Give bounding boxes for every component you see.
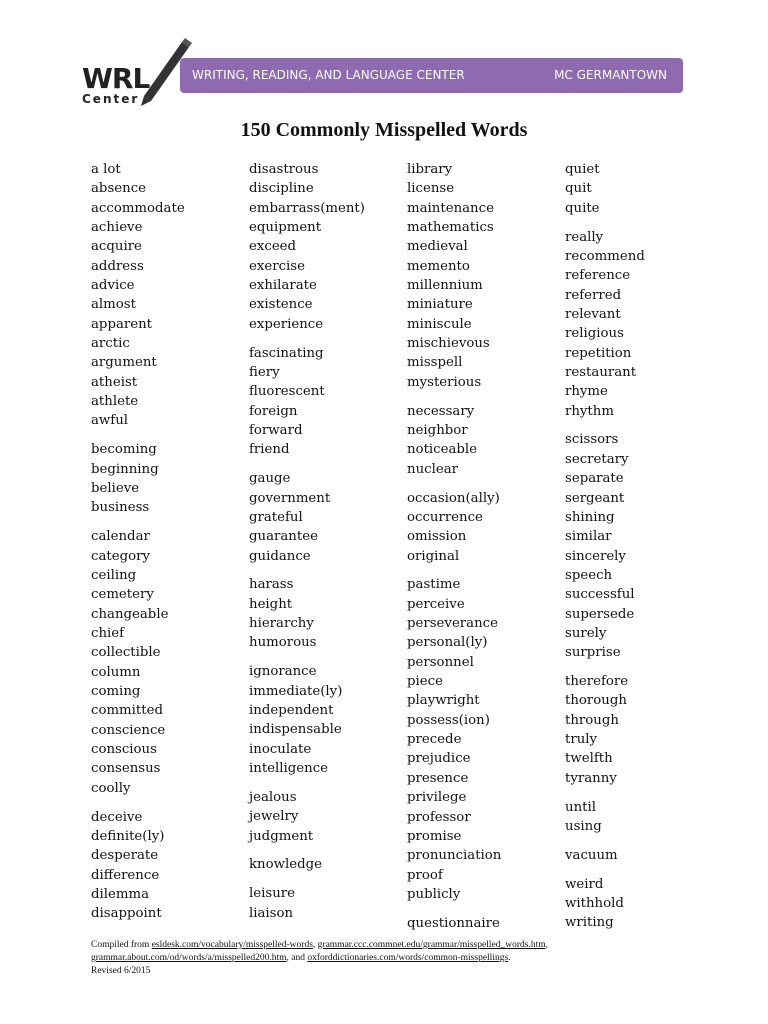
word-item: cemetery <box>91 587 154 603</box>
footer-citation <box>91 939 548 978</box>
word-item: conscience <box>91 722 166 738</box>
word-item: friend <box>249 442 290 458</box>
word-item: definite(ly) <box>91 828 165 844</box>
group-spacer <box>249 566 365 576</box>
word-item: shining <box>565 509 615 525</box>
word-item: medieval <box>407 239 468 255</box>
group-spacer <box>407 566 501 576</box>
word-item: calendar <box>91 529 150 545</box>
word-item: beginning <box>91 461 159 477</box>
word-item: perceive <box>407 596 465 612</box>
word-item: equipment <box>249 220 322 236</box>
word-item: believe <box>91 481 140 496</box>
word-item: embarrass(ment) <box>249 200 365 216</box>
word-item: speech <box>565 567 613 583</box>
word-item: dilemma <box>91 886 150 902</box>
footer-link-oxford[interactable]: oxforddictionaries.com/words/common-misspellings <box>307 953 509 963</box>
word-item: independent <box>249 702 334 718</box>
word-item: rhythm <box>565 403 614 419</box>
word-item: through <box>565 712 619 728</box>
word-item: accommodate <box>91 200 185 216</box>
word-item: gauge <box>249 471 291 487</box>
word-item: almost <box>91 297 136 313</box>
word-item: guarantee <box>249 529 318 545</box>
footer-link-grammar-ccc[interactable]: grammar.ccc.commnet.edu/grammar/misspelled_words.htm <box>317 940 546 950</box>
word-column-1 <box>91 160 185 924</box>
word-item: becoming <box>91 442 157 458</box>
word-item: foreign <box>249 403 298 419</box>
word-item: maintenance <box>407 200 494 216</box>
word-item: forward <box>249 422 303 438</box>
footer-revised-date: Revised 6/2015 <box>91 966 151 976</box>
word-item: occurrence <box>407 509 483 525</box>
word-item: desperate <box>91 848 159 864</box>
word-item: publicly <box>407 886 461 902</box>
word-item: humorous <box>249 635 317 651</box>
word-item: similar <box>565 529 612 545</box>
word-item: disappoint <box>91 906 162 922</box>
word-item: separate <box>565 471 624 487</box>
wrl-logo <box>80 36 195 108</box>
word-item: playwright <box>407 693 480 709</box>
word-item: surely <box>565 625 607 641</box>
group-spacer <box>565 663 645 673</box>
footer-separator: , <box>545 940 548 950</box>
word-item: pronunciation <box>407 848 502 864</box>
word-item: committed <box>91 703 163 719</box>
group-spacer <box>407 904 501 914</box>
word-item: conscious <box>91 741 157 757</box>
group-spacer <box>249 334 365 344</box>
word-item: license <box>407 181 455 197</box>
word-item: exercise <box>249 258 305 274</box>
word-item: discipline <box>249 181 314 197</box>
word-column-3 <box>407 160 501 933</box>
word-item: mysterious <box>407 374 482 390</box>
word-item: experience <box>249 316 324 332</box>
word-item: restaurant <box>565 364 637 380</box>
word-item: tyranny <box>565 770 617 786</box>
group-spacer <box>91 518 185 528</box>
word-item: acquire <box>91 239 142 255</box>
word-item: miniature <box>407 297 473 313</box>
word-item: judgment <box>249 828 314 844</box>
word-item: exceed <box>249 239 297 255</box>
word-item: perseverance <box>407 616 498 632</box>
word-item: relevant <box>565 306 621 322</box>
word-item: jewelry <box>249 809 299 825</box>
group-spacer <box>249 875 365 885</box>
word-item: prejudice <box>407 751 471 767</box>
group-spacer <box>565 865 645 875</box>
word-item: piece <box>407 674 443 690</box>
word-column-4 <box>565 160 645 933</box>
group-spacer <box>249 778 365 788</box>
logo-subtext: Center <box>82 92 140 106</box>
word-item: address <box>91 258 144 274</box>
word-item: reference <box>565 268 631 284</box>
word-item: athlete <box>91 394 139 410</box>
word-item: recommend <box>565 248 645 264</box>
word-column-2 <box>249 160 365 923</box>
word-item: ignorance <box>249 664 317 680</box>
word-item: height <box>249 596 293 612</box>
word-item: pastime <box>407 577 461 593</box>
footer-separator: , and <box>286 953 308 963</box>
word-item: supersede <box>565 606 635 622</box>
word-item: proof <box>407 867 443 883</box>
group-spacer <box>91 431 185 441</box>
word-item: nuclear <box>407 461 458 477</box>
page-title: 150 Commonly Misspelled Words <box>240 119 528 141</box>
group-spacer <box>91 798 185 808</box>
banner-campus: MC GERMANTOWN <box>554 68 667 82</box>
word-item: hierarchy <box>249 616 314 632</box>
word-item: column <box>91 664 141 680</box>
word-item: deceive <box>91 809 143 825</box>
word-item: religious <box>565 326 624 342</box>
word-item: immediate(ly) <box>249 683 343 699</box>
word-item: weird <box>565 876 604 892</box>
word-item: successful <box>565 587 635 603</box>
word-item: harass <box>249 577 294 593</box>
word-item: writing <box>565 915 614 931</box>
word-item: guidance <box>249 548 311 564</box>
word-item: secretary <box>565 451 629 467</box>
group-spacer <box>249 653 365 663</box>
word-item: occasion(ally) <box>407 490 500 506</box>
word-item: thorough <box>565 693 627 709</box>
footer-link-grammar-about[interactable]: grammar.about.com/od/words/a/misspelled200.htm <box>91 953 287 963</box>
word-item: government <box>249 490 331 506</box>
word-item: rhyme <box>565 384 608 400</box>
group-spacer <box>565 836 645 846</box>
banner-org-name: WRITING, READING, AND LANGUAGE CENTER <box>192 68 465 82</box>
word-item: sergeant <box>565 490 625 506</box>
word-item: precede <box>407 732 462 748</box>
word-item: mathematics <box>407 220 494 236</box>
group-spacer <box>249 460 365 470</box>
word-item: business <box>91 500 150 516</box>
logo-text: WRL <box>82 62 150 95</box>
word-item: noticeable <box>407 442 478 458</box>
word-item: indispensable <box>249 722 342 738</box>
word-item: referred <box>565 287 622 303</box>
word-item: privilege <box>407 790 467 806</box>
word-item: achieve <box>91 220 143 236</box>
word-item: neighbor <box>407 422 468 438</box>
word-item: omission <box>407 529 467 545</box>
word-item: vacuum <box>565 847 618 863</box>
word-item: existence <box>249 297 313 313</box>
group-spacer <box>249 846 365 856</box>
word-item: collectible <box>91 645 161 661</box>
word-item: disastrous <box>249 162 319 177</box>
footer-compiled-label: Compiled from <box>91 940 152 950</box>
word-item: advice <box>91 278 135 294</box>
word-item: changeable <box>91 606 169 622</box>
word-item: memento <box>407 258 470 274</box>
word-item: consensus <box>91 761 161 777</box>
group-spacer <box>407 392 501 402</box>
word-item: misspell <box>407 355 463 371</box>
word-item: necessary <box>407 403 475 419</box>
word-item: apparent <box>91 316 153 332</box>
word-item: original <box>407 548 460 564</box>
word-item: atheist <box>91 374 138 390</box>
word-item: promise <box>407 828 462 844</box>
word-item: mischievous <box>407 336 490 352</box>
word-item: until <box>565 799 596 815</box>
group-spacer <box>407 479 501 489</box>
word-item: ceiling <box>91 567 137 583</box>
word-item: truly <box>565 732 598 748</box>
word-item: absence <box>91 181 147 197</box>
word-item: intelligence <box>249 760 329 776</box>
word-item: difference <box>91 867 160 883</box>
word-item: awful <box>91 413 129 429</box>
word-item: therefore <box>565 674 629 690</box>
word-item: knowledge <box>249 857 323 873</box>
word-item: scissors <box>565 432 619 448</box>
word-item: library <box>407 162 453 177</box>
footer-link-esldesk[interactable]: esldesk.com/vocabulary/misspelled-words <box>151 940 313 950</box>
word-item: personal(ly) <box>407 635 488 651</box>
word-item: miniscule <box>407 316 472 332</box>
group-spacer <box>565 421 645 431</box>
word-item: argument <box>91 355 157 371</box>
word-item: repetition <box>565 345 632 361</box>
word-item: surprise <box>565 645 621 661</box>
word-item: fascinating <box>249 345 324 361</box>
group-spacer <box>565 218 645 228</box>
word-item: jealous <box>249 789 297 805</box>
word-item: presence <box>407 770 469 786</box>
word-item: withhold <box>565 896 624 912</box>
word-item: exhilarate <box>249 278 317 294</box>
word-item: millennium <box>407 278 483 294</box>
header-banner <box>180 58 683 93</box>
word-item: twelfth <box>565 751 613 767</box>
word-item: leisure <box>249 886 295 902</box>
word-item: questionnaire <box>407 915 500 931</box>
word-item: personnel <box>407 654 474 670</box>
word-item: quit <box>565 181 592 197</box>
word-item: inoculate <box>249 741 312 757</box>
word-item: fluorescent <box>249 384 325 400</box>
word-item: professor <box>407 809 471 825</box>
group-spacer <box>565 788 645 798</box>
word-item: really <box>565 229 604 245</box>
word-item: category <box>91 548 150 564</box>
word-item: chief <box>91 625 125 641</box>
footer-period: . <box>508 953 511 963</box>
word-item: sincerely <box>565 548 626 564</box>
word-item: arctic <box>91 336 130 352</box>
footer-separator: , <box>312 940 318 950</box>
word-item: a lot <box>91 162 121 177</box>
word-item: liaison <box>249 905 294 921</box>
word-item: coolly <box>91 780 131 796</box>
word-item: fiery <box>249 364 280 380</box>
word-item: quiet <box>565 162 600 177</box>
word-item: using <box>565 819 602 834</box>
word-item: coming <box>91 683 141 699</box>
word-item: quite <box>565 200 600 216</box>
word-item: possess(ion) <box>407 712 490 728</box>
word-item: grateful <box>249 509 303 525</box>
